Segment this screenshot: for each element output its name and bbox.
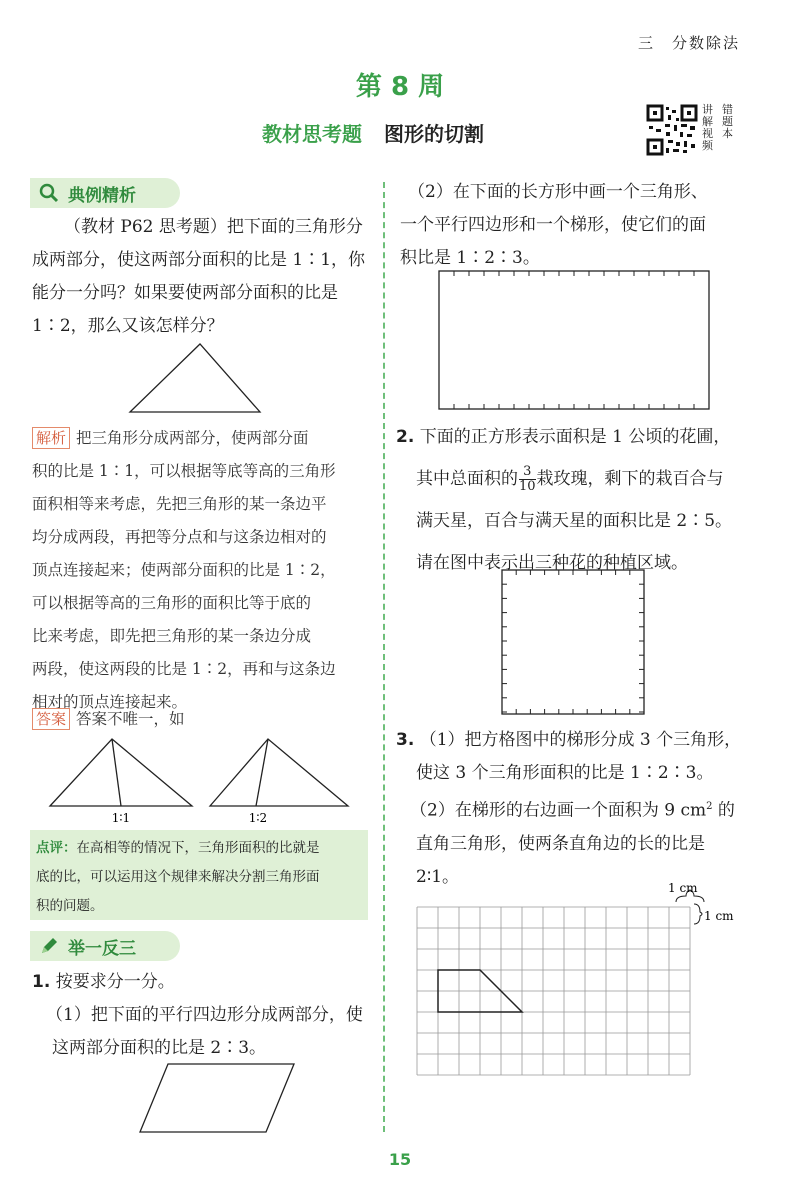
example-triangle	[120, 340, 270, 415]
pencil-icon	[38, 935, 60, 957]
question-3: 3. （1）把方格图中的梯形分成 3 个三角形， 使这 3 个三角形面积的比是 1∶2∶3。 （2）在梯形的右边画一个面积为 9 $cm^2$ 的 直角三角形，使两条直角边的长的比是 2∶1。	[396, 730, 742, 887]
parallelogram-figure	[134, 1060, 304, 1136]
fraction: $\frac{3}{10}$	[519, 464, 536, 494]
answer-triangle-1-1	[50, 739, 192, 806]
practice-heading: 举一反三	[30, 931, 180, 961]
answer-tag: 答案	[32, 708, 70, 730]
week-title: 第 8 周	[355, 72, 445, 102]
answer-triangle-1-2	[210, 739, 348, 806]
comment-label: 点评：	[36, 840, 77, 856]
grid-label-vertical: 1 cm	[704, 909, 734, 923]
section-header: 三 分数除法	[637, 34, 740, 52]
example-question: （教材 P62 思考题）把下面的三角形分 成两部分，使这两部分面积的比是 1∶1，你 能分一分吗？如果要使两部分面积的比是 1∶2，那么又该怎样分？	[32, 217, 366, 336]
topic-label: 教材思考题	[262, 122, 362, 146]
question-1: 1. 按要求分一分。 （1）把下面的平行四边形分成两部分，使 这两部分面积的比是 2∶3。	[32, 972, 363, 1058]
qr-code-icon[interactable]	[646, 104, 698, 156]
rectangle-figure	[436, 268, 712, 414]
topic-name: 图形的切割	[384, 122, 484, 146]
answer-line: 答案 答案不唯一，如	[32, 703, 377, 736]
grid-figure	[414, 880, 744, 1080]
ratio-label-a: 1∶1	[111, 811, 131, 825]
analysis-block: 解析 把三角形分成两部分，使两部分面 积的比是 1∶1，可以根据等底等高的三角形 面积相等来考虑，先把三角形的某一条边平 均分成两段，再把等分点和与这条边相对的 顶点连接起来；使两部分面积的比是 1∶2， 可以根据等高的三角形的面积比等于底的 比来考虑，即先把三角形的某一条边分成 两段，使这两段的比是 1∶2，再和与这条边 相对的顶点连接起来。	[32, 429, 336, 711]
topic-title	[262, 118, 484, 147]
analysis-tag: 解析	[32, 427, 70, 449]
grid-label-horizontal: 1 cm	[668, 881, 698, 895]
question-2: 2. 下面的正方形表示面积是 1 公顷的花圃， 其中总面积的 $\frac{3}{10}$ 栽玫瑰，剩下的栽百合与 满天星，百合与满天星的面积比是 2∶5。 请在图中表示出三种花的种植区域。	[396, 427, 733, 573]
qr-caption: 讲 错 解 题 视 本 频	[702, 103, 733, 152]
question-1-2: （2）在下面的长方形中画一个三角形、 一个平行四边形和一个梯形，使它们的面 积比是 1∶2∶3。	[400, 182, 708, 268]
answer-figures	[46, 736, 376, 826]
brace-vertical	[694, 904, 702, 924]
ratio-label-b: 1∶2	[248, 811, 268, 825]
magnifier-icon	[38, 182, 60, 204]
column-divider	[383, 182, 385, 1132]
page-number: 15	[388, 1150, 412, 1169]
example-heading: 典例精析	[30, 178, 180, 208]
comment-box: 点评：在高相等的情况下，三角形面积的比就是 底的比，可以运用这个规律来解决分割三角形面 积的问题。	[30, 830, 368, 920]
square-figure	[498, 566, 648, 718]
